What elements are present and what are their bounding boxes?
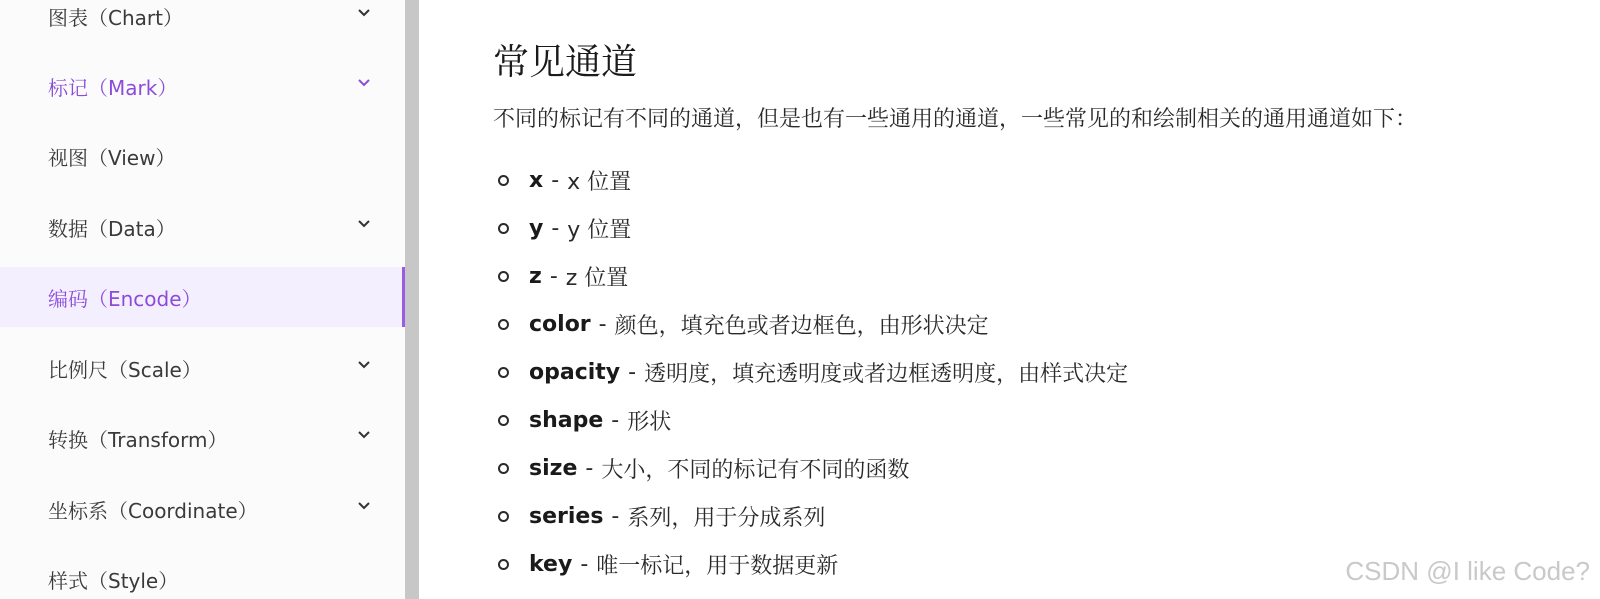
list-item [493, 396, 1128, 444]
sidebar-item-transform[interactable] [0, 408, 405, 468]
chevron-down-icon[interactable] [355, 215, 373, 233]
page-title: 常见通道 [493, 42, 638, 83]
channel-key: color [529, 311, 591, 337]
watermark: CSDN @I like Code? [1345, 556, 1590, 586]
sidebar-item-mark[interactable] [0, 56, 405, 116]
bullet-icon [498, 223, 509, 234]
channel-description: 系列，用于分成系列 [627, 505, 826, 531]
bullet-icon [498, 511, 509, 522]
sidebar [0, 0, 405, 599]
channel-description: 形状 [627, 409, 672, 435]
channel-key: series [529, 503, 604, 529]
bullet-icon [498, 319, 509, 330]
list-item [493, 252, 1128, 300]
list-item [493, 348, 1128, 396]
list-item [493, 156, 1128, 204]
sidebar-item-style[interactable] [0, 549, 405, 599]
bullet-icon [498, 559, 509, 570]
channel-description: 颜色，填充色或者边框色，由形状决定 [614, 313, 989, 339]
channel-separator: - [549, 263, 558, 289]
chevron-down-icon[interactable] [355, 4, 373, 22]
bullet-icon [498, 367, 509, 378]
sidebar-item-coordinate[interactable] [0, 479, 405, 539]
bullet-icon [498, 175, 509, 186]
sidebar-item-data[interactable] [0, 197, 405, 257]
main-content [493, 0, 1593, 599]
channel-description: z 位置 [565, 265, 629, 291]
channel-separator: - [611, 407, 620, 433]
bullet-icon [498, 415, 509, 426]
channel-description: 透明度，填充透明度或者边框透明度，由样式决定 [644, 361, 1129, 387]
sidebar-item-chart[interactable] [0, 0, 405, 46]
list-item [493, 492, 1128, 540]
sidebar-item-label: 数据（Data） [48, 216, 176, 241]
intro-paragraph: 不同的标记有不同的通道，但是也有一些通用的通道，一些常见的和绘制相关的通用通道如下： [493, 107, 1418, 132]
channel-separator: - [551, 167, 560, 193]
channel-separator: - [585, 455, 594, 481]
bullet-icon [498, 271, 509, 282]
sidebar-item-label: 比例尺（Scale） [48, 357, 202, 382]
chevron-down-icon[interactable] [355, 426, 373, 444]
sidebar-item-label: 视图（View） [48, 145, 176, 170]
channel-separator: - [551, 215, 560, 241]
sidebar-item-label: 标记（Mark） [48, 75, 178, 100]
list-item [493, 444, 1128, 492]
list-item [493, 204, 1128, 252]
chevron-down-icon[interactable] [355, 497, 373, 515]
sidebar-item-encode[interactable] [0, 267, 405, 327]
channel-separator: - [611, 503, 620, 529]
channel-key: opacity [529, 359, 621, 385]
sidebar-item-label: 图表（Chart） [48, 5, 183, 30]
sidebar-scrollbar[interactable] [405, 0, 419, 599]
list-item [493, 540, 1128, 588]
channel-key: x [529, 167, 544, 193]
channel-separator: - [580, 551, 589, 577]
channel-description: y 位置 [567, 217, 632, 243]
channel-separator: - [598, 311, 607, 337]
sidebar-item-label: 转换（Transform） [48, 427, 228, 452]
channel-key: y [529, 215, 544, 241]
sidebar-item-view[interactable] [0, 126, 405, 186]
chevron-down-icon[interactable] [355, 356, 373, 374]
channel-description: x 位置 [567, 169, 632, 195]
sidebar-item-scale[interactable] [0, 338, 405, 398]
channel-key: z [529, 263, 542, 289]
sidebar-item-label: 样式（Style） [48, 568, 179, 593]
channel-list [493, 156, 1128, 588]
channel-key: shape [529, 407, 604, 433]
channel-description: 唯一标记，用于数据更新 [596, 553, 839, 579]
chevron-down-icon[interactable] [355, 74, 373, 92]
channel-key: key [529, 551, 573, 577]
channel-separator: - [628, 359, 637, 385]
sidebar-item-label: 坐标系（Coordinate） [48, 498, 258, 523]
list-item [493, 300, 1128, 348]
channel-key: size [529, 455, 578, 481]
sidebar-item-label: 编码（Encode） [48, 286, 202, 311]
bullet-icon [498, 463, 509, 474]
channel-description: 大小，不同的标记有不同的函数 [601, 457, 910, 483]
